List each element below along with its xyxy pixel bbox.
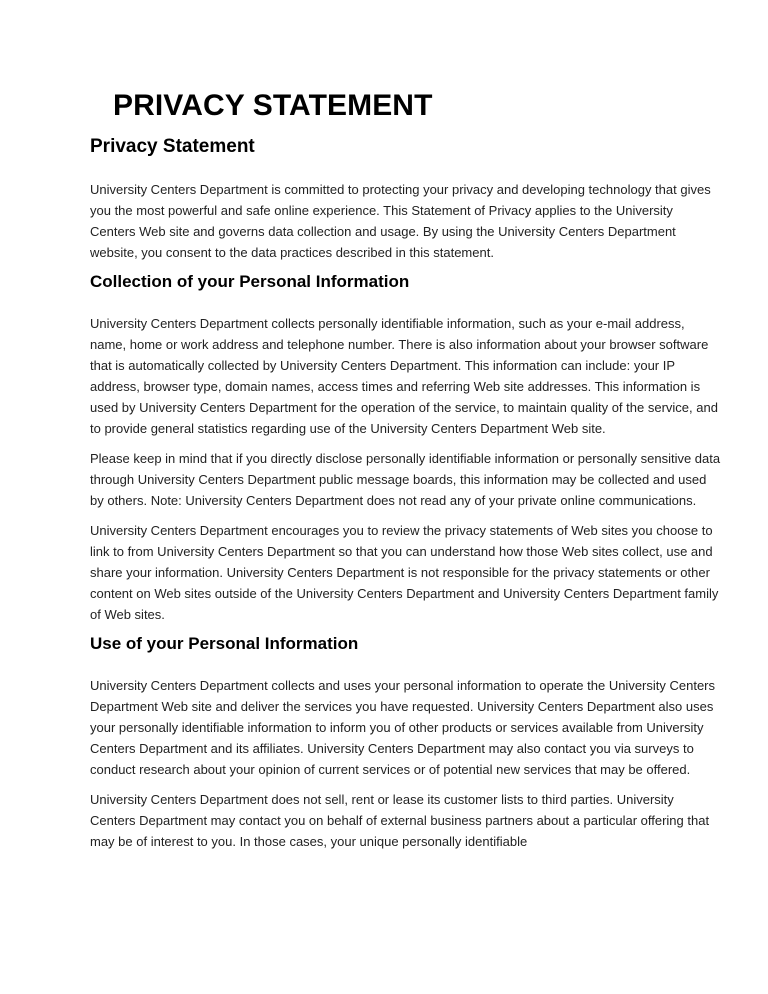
section-heading-collection: Collection of your Personal Information xyxy=(90,272,410,291)
document-title: PRIVACY STATEMENT xyxy=(113,89,433,122)
document-body xyxy=(90,136,722,861)
collection-paragraph-2: Please keep in mind that if you directly disclose personally identifiable information or personally sensitive data through University Centers Department public message boards, this information may be collected and used by others. Note: University Centers Department does not read any of your private online communications. xyxy=(90,451,721,508)
privacy-statement-heading: Privacy Statement xyxy=(90,136,255,157)
collection-paragraph-3: University Centers Department encourages you to review the privacy statements of Web sites you choose to link to from University Centers Department so that you can understand how those Web sites collect, use and share your information. University Centers Department is not responsible for the privacy statements or other content on Web sites outside of the University Centers Department and University Centers Department family of Web sites. xyxy=(90,523,719,622)
collection-paragraph-1: University Centers Department collects personally identifiable information, such as your e-mail address, name, home or work address and telephone number. There is also information about your browser software that is automatically collected by University Centers Department. This information can include: your IP address, browser type, domain names, access times and referring Web site addresses. This information is used by University Centers Department for the operation of the service, to maintain quality of the service, and to provide general statistics regarding use of the University Centers Department Web site. xyxy=(90,316,718,436)
section-heading-use: Use of your Personal Information xyxy=(90,634,359,653)
use-paragraph-1: University Centers Department collects and uses your personal information to operate the University Centers Department Web site and deliver the services you have requested. University Centers Department also uses your personally identifiable information to inform you of other products or services available from University Centers Department and its affiliates. University Centers Department may also contact you via surveys to conduct research about your opinion of current services or of potential new services that may be offered. xyxy=(90,678,716,777)
use-paragraph-2: University Centers Department does not sell, rent or lease its customer lists to third parties. University Centers Department may contact you on behalf of external business partners about a particular offering that may be of interest to you. In those cases, your unique personally identifiable xyxy=(90,792,710,849)
intro-paragraph: University Centers Department is committed to protecting your privacy and developing technology that gives you the most powerful and safe online experience. This Statement of Privacy applies to the University Centers Web site and governs data collection and usage. By using the University Centers Department website, you consent to the data practices described in this statement. xyxy=(90,182,711,260)
